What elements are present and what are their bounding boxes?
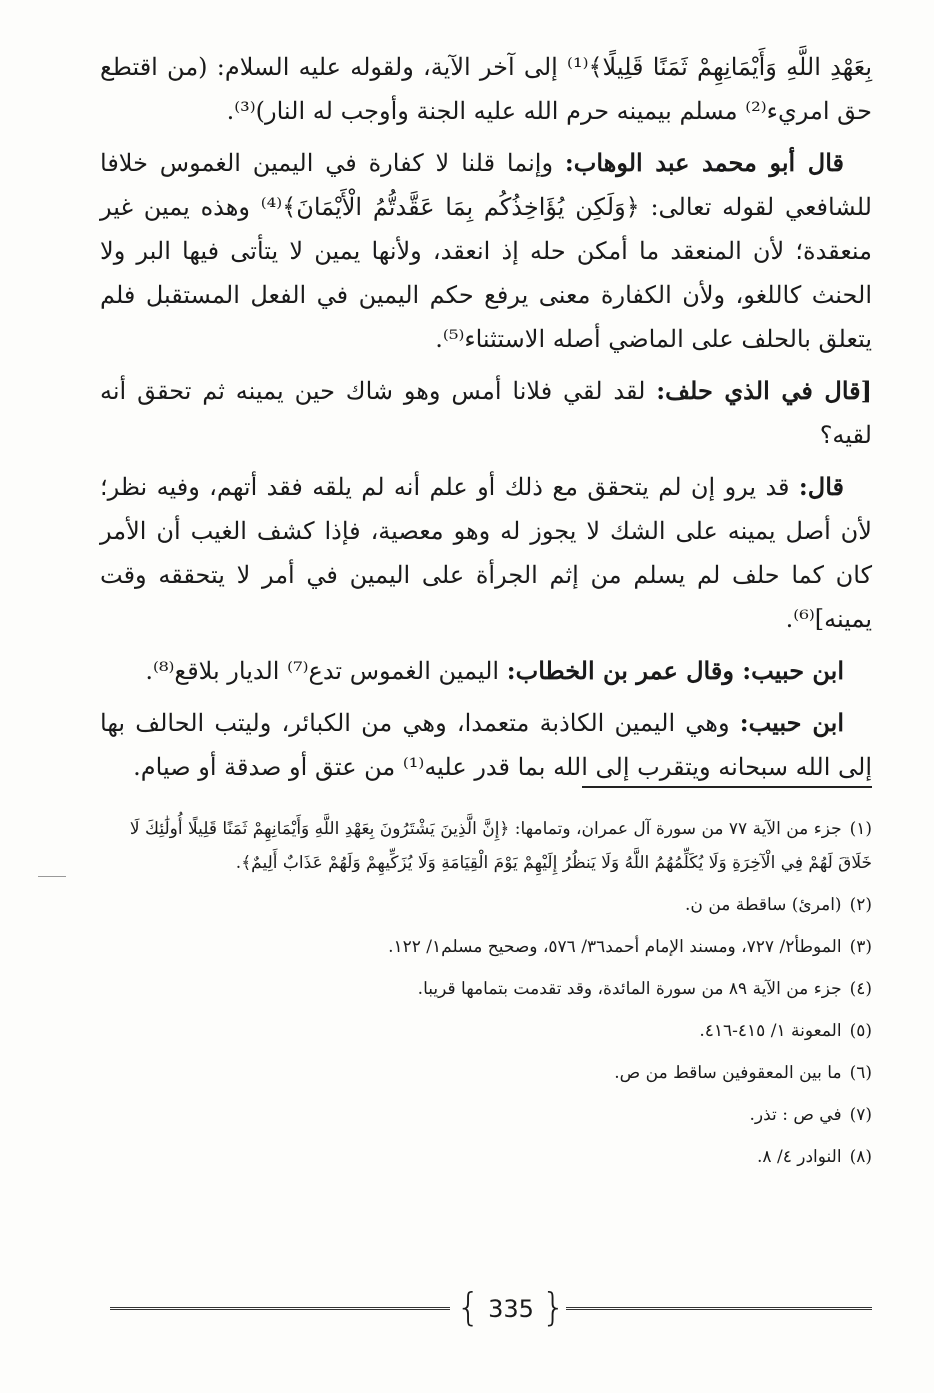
footnotes (100, 812, 872, 1182)
footnote-7 (100, 1098, 872, 1132)
footnote-text: النوادر ٤/ ٨. (757, 1147, 842, 1167)
footnote-8 (100, 1140, 872, 1174)
footnote-2 (100, 888, 872, 922)
paragraph-lead: ابن حبيب: وقال عمر بن الخطاب: (506, 656, 844, 685)
footnote-3 (100, 930, 872, 964)
footnote-number: (٨) (849, 1147, 872, 1167)
page-footer (110, 1282, 872, 1332)
right-brace: } (541, 1285, 566, 1329)
footnote-4 (100, 972, 872, 1006)
footnote-text: الموطأ٢/ ٧٢٧، ومسند الإمام أحمد٣٦/ ٥٧٦، وصحيح مسلم١/ ١٢٢. (388, 937, 842, 957)
footnote-number: (١) (849, 819, 872, 839)
paragraph-text: بِعَهْدِ اللَّهِ وَأَيْمَانِهِمْ ثَمَنًا قَلِيلًا﴾⁽¹⁾ إلى آخر الآية، ولقوله عليه السلام: (من اقتطع حق امريء⁽²⁾ مسلم بيمينه حرم الله عليه الجنة وأوجب له النار)⁽³⁾. (100, 53, 872, 125)
paragraph-text: وهي اليمين الكاذبة متعمدا، وهي من الكبائر، وليتب الحالف بها إلى الله سبحانه ويتقرب إلى الله بما قدر عليه⁽¹⁾ من عتق أو صدقة أو صيام. (100, 709, 872, 781)
margin-mark (38, 876, 66, 877)
page-number: 335 (488, 1295, 534, 1323)
footer-rule-right (566, 1307, 872, 1310)
left-brace: { (456, 1285, 481, 1329)
footnote-text: ما بين المعقوفين ساقط من ص. (614, 1063, 842, 1083)
paragraph-text: لقد لقي فلانا أمس وهو شاك حين يمينه ثم تحقق أنه لقيه؟ (100, 377, 872, 449)
footnote-6 (100, 1056, 872, 1090)
footnote-divider (582, 786, 872, 788)
paragraph-lead: ابن حبيب: (739, 708, 844, 737)
page-number-box (452, 1282, 570, 1332)
footnote-text: (امرئ) ساقطة من ن. (685, 895, 842, 915)
paragraph-text: وإنما قلنا لا كفارة في اليمين الغموس خلافا للشافعي لقوله تعالى: ﴿وَلَكِن يُؤَاخِذُكُم بِمَا عَقَّدتُّمُ الْأَيْمَانَ﴾⁽⁴⁾ وهذه يمين غير منعقدة؛ لأن المنعقد ما أمكن حله إذ انعقد، ولأنها يمين لا يتأتى فيها البر ولا الحنث كاللغو، ولأن الكفارة معنى يرفع حكم اليمين في الفعل المستقبل فلم يتعلق بالحلف على الماضي أصله الاستثناء⁽⁵⁾. (100, 149, 872, 353)
paragraph-text: قد يرو إن لم يتحقق مع ذلك أو علم أنه لم يلقه فقد أتهم، وفيه نظر؛ لأن أصل يمينه على الشك لا يجوز له وهو معصية، فإذا كشف الغيب أن الأمر كان كما حلف لم يسلم من إثم الجرأة على اليمين في أمر لا يتحققه وقت يمينه]⁽⁶⁾. (100, 473, 872, 633)
footnote-5 (100, 1014, 872, 1048)
footnote-1 (100, 812, 872, 880)
paragraph-2 (100, 141, 872, 361)
footnote-number: (٢) (849, 895, 872, 915)
main-text (100, 45, 872, 797)
footer-rule-left (110, 1307, 450, 1310)
paragraph-lead: قال: (798, 472, 844, 501)
footnote-text: جزء من الآية ٨٩ من سورة المائدة، وقد تقدمت بتمامها قريبا. (417, 979, 842, 999)
paragraph-3 (100, 369, 872, 457)
paragraph-5 (100, 649, 872, 693)
paragraph-6 (100, 701, 872, 789)
footnote-number: (٧) (849, 1105, 872, 1125)
footnote-text: في ص : تذر. (749, 1105, 842, 1125)
footnote-text: المعونة ١/ ٤١٥-٤١٦. (699, 1021, 842, 1041)
paragraph-4 (100, 465, 872, 641)
paragraph-text: اليمين الغموس تدع⁽⁷⁾ الديار بلاقع⁽⁸⁾. (145, 657, 507, 685)
footnote-text: جزء من الآية ٧٧ من سورة آل عمران، وتمامها: ﴿إِنَّ الَّذِينَ يَشْتَرُونَ بِعَهْدِ اللَّهِ وَأَيْمَانِهِمْ ثَمَنًا قَلِيلًا أُولَٰئِكَ لَا خَلَاقَ لَهُمْ فِي الْآخِرَةِ وَلَا يُكَلِّمُهُمُ اللَّهُ وَلَا يَنظُرُ إِلَيْهِمْ يَوْمَ الْقِيَامَةِ وَلَا يُزَكِّيهِمْ وَلَهُمْ عَذَابٌ أَلِيمٌ﴾. (129, 819, 872, 873)
footnote-number: (٦) (849, 1063, 872, 1083)
footnote-number: (٣) (849, 937, 872, 957)
paragraph-1 (100, 45, 872, 133)
paragraph-lead: [قال في الذي حلف: (656, 376, 872, 405)
footnote-number: (٤) (849, 979, 872, 999)
paragraph-lead: قال أبو محمد عبد الوهاب: (564, 148, 844, 177)
footnote-number: (٥) (849, 1021, 872, 1041)
